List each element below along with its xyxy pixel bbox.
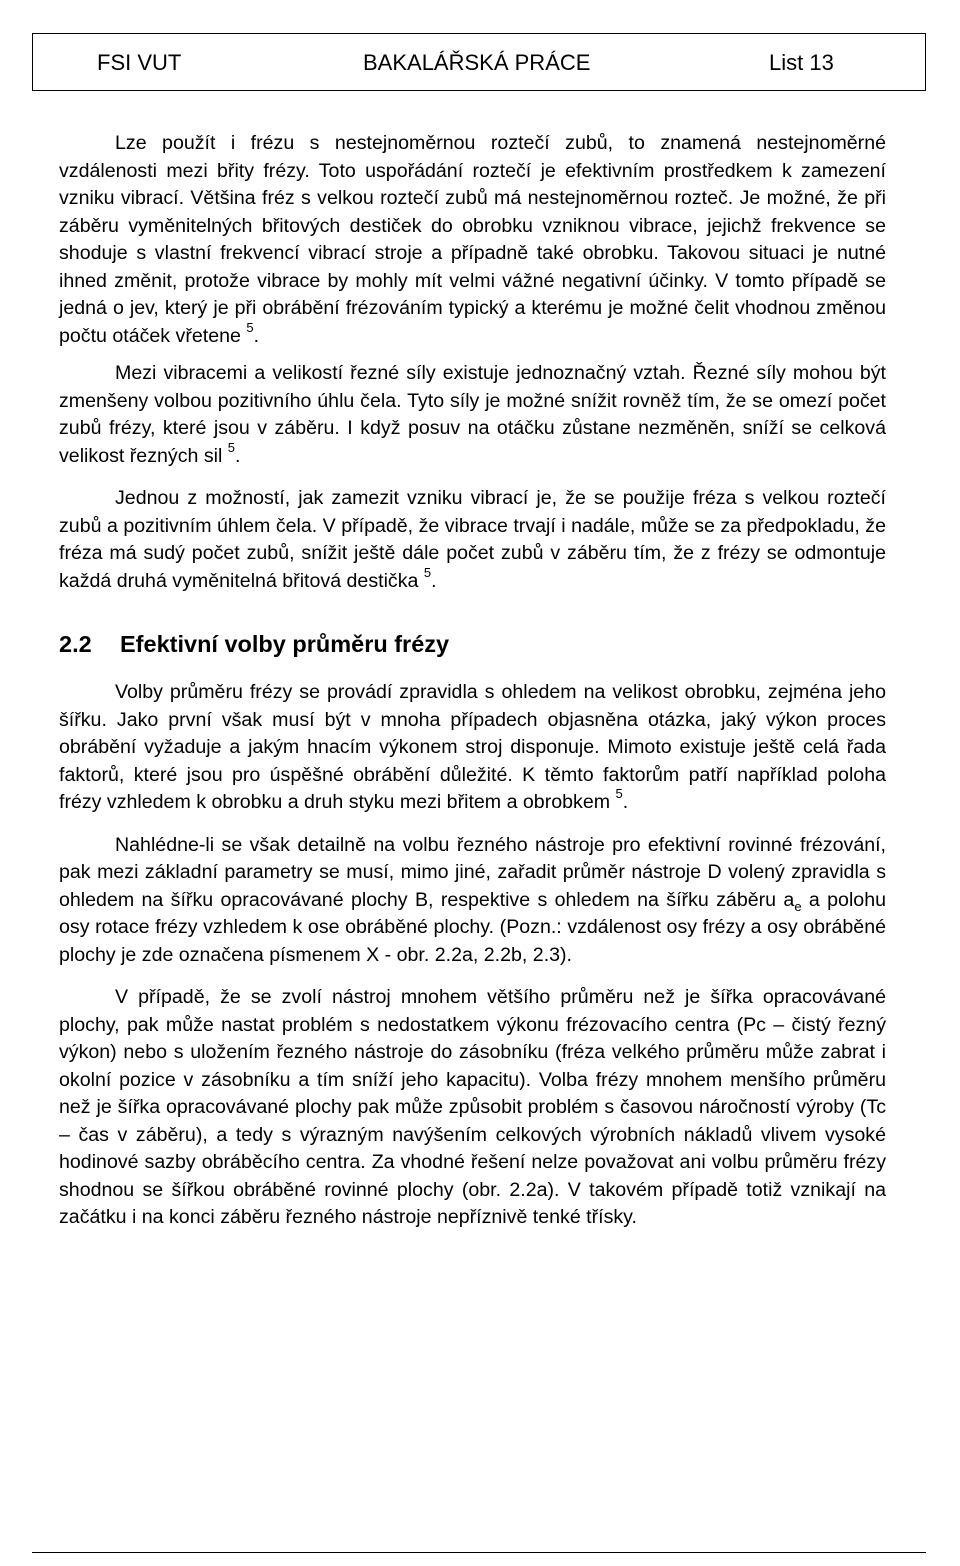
section-title: Efektivní volby průměru frézy xyxy=(120,631,450,657)
paragraph-irregular-pitch: Lze použít i frézu s nestejnoměrnou roztečí zubů, to znamená nestejnoměrné vzdálenosti mezi břity frézy. Toto uspořádání roztečí je efektivním prostředkem k zamezení vzniku vibrací. Většina fréz s velkou roztečí zubů má nestejnoměrnou rozteč. Je možné, že při záběru vyměnitelných břitových destiček do obrobku vzniknou vibrace, jejichž frekvence se shoduje s vlastní frekvencí vibrací stroje a případně také obrobku. Takovou situaci je nutné ihned změnit, protože vibrace by mohly mít velmi vážné negativní účinky. V tomto případě se jedná o jev, který je při obrábění frézováním typický a kterému je možné čelit vhodnou změnou počtu otáček vřetene $^5$. xyxy=(59,132,886,347)
header-faculty: FSI VUT xyxy=(97,50,182,75)
paragraph-diameter-tradeoffs: V případě, že se zvolí nástroj mnohem většího průměru než je šířka opracovávané plochy, pak může nastat problém s nedostatkem výkonu frézovacího centra (Pc – čistý řezný výkon) nebo s uložením řezného nástroje do zásobníku (fréza velkého průměru může zabrat i okolní pozice v zásobníku a tím sníží jeho kapacitu). Volba frézy mnohem menšího průměru než je šířka opracovávané plochy pak může způsobit problém s časovou náročností výroby (Tc – čas v záběru), a tedy s výrazným navýšením celkových výrobních nákladů vlivem vysoké hodinové sazby obráběcího centra. Za vhodné řešení nelze považovat ani volbu průměru frézy shodnou se šířkou obráběné rovinné plochy (obr. 2.2a). V takovém případě totiž vznikají na začátku i na konci záběru řezného nástroje nepříznivě tenké třísky. xyxy=(59,986,886,1228)
reference-mark: 5 xyxy=(227,439,236,455)
subscript-e: e xyxy=(794,898,802,914)
paragraph-vibration-remedy: Jednou z možností, jak zamezit vzniku vibrací je, že se použije fréza s velkou roztečí zubů a pozitivním úhlem čela. V případě, že vibrace trvají i nadále, může se za předpokladu, že fréza má sudý počet zubů, snížit ještě dále počet zubů v záběru tím, že z frézy se odmontuje každá druhá vyměnitelná břitová destička $^5$. xyxy=(59,487,886,592)
header-page-number: List 13 xyxy=(769,50,834,75)
section-heading xyxy=(59,629,886,659)
page-header xyxy=(32,33,926,91)
reference-mark: 5 xyxy=(423,564,432,580)
reference-mark: 5 xyxy=(246,319,254,335)
reference-mark: 5 xyxy=(615,786,623,802)
paragraph-diameter-selection: Volby průměru frézy se provádí zpravidla s ohledem na velikost obrobku, zejména jeho šířku. Jako první však musí být v mnoha případech objasněna otázka, jaký výkon proces obrábění vyžaduje a jakým hnacím výkonem stroj disponuje. Mimoto existuje ještě celá řada faktorů, které jsou pro úspěšné obrábění důležité. K těmto faktorům patří například poloha frézy vzhledem k obrobku a druh styku mezi břitem a obrobkem $^5$. xyxy=(59,681,886,813)
header-document-type: BAKALÁŘSKÁ PRÁCE xyxy=(363,50,591,75)
paragraph-cutting-forces: Mezi vibracemi a velikostí řezné síly existuje jednoznačný vztah. Řezné síly mohou být zmenšeny volbou pozitivního úhlu čela. Tyto síly je možné snížit rovněž tím, že se omezí počet zubů frézy, které jsou v záběru. I když posuv na otáčku zůstane nezměněn, sníží se celková velikost řezných sil $^5$. xyxy=(59,362,886,467)
page-frame-bottom xyxy=(32,1552,926,1553)
paragraph-tool-parameters: Nahlédne-li se však detailně na volbu řezného nástroje pro efektivní rovinné frézování, pak mezi základní parametry se musí, mimo jiné, zařadit průměr nástroje D volený zpravidla s ohledem na šířku opracovávané plochy B, respektive s ohledem na šířku záběru $a_e$ a polohu osy rotace frézy vzhledem k ose obráběné plochy. (Pozn.: vzdálenost osy frézy a osy obráběné plochy je zde označena písmenem X - obr. 2.2a, 2.2b, 2.3). xyxy=(59,833,887,966)
section-number: 2.2 xyxy=(59,631,92,657)
page-body xyxy=(59,130,886,1247)
